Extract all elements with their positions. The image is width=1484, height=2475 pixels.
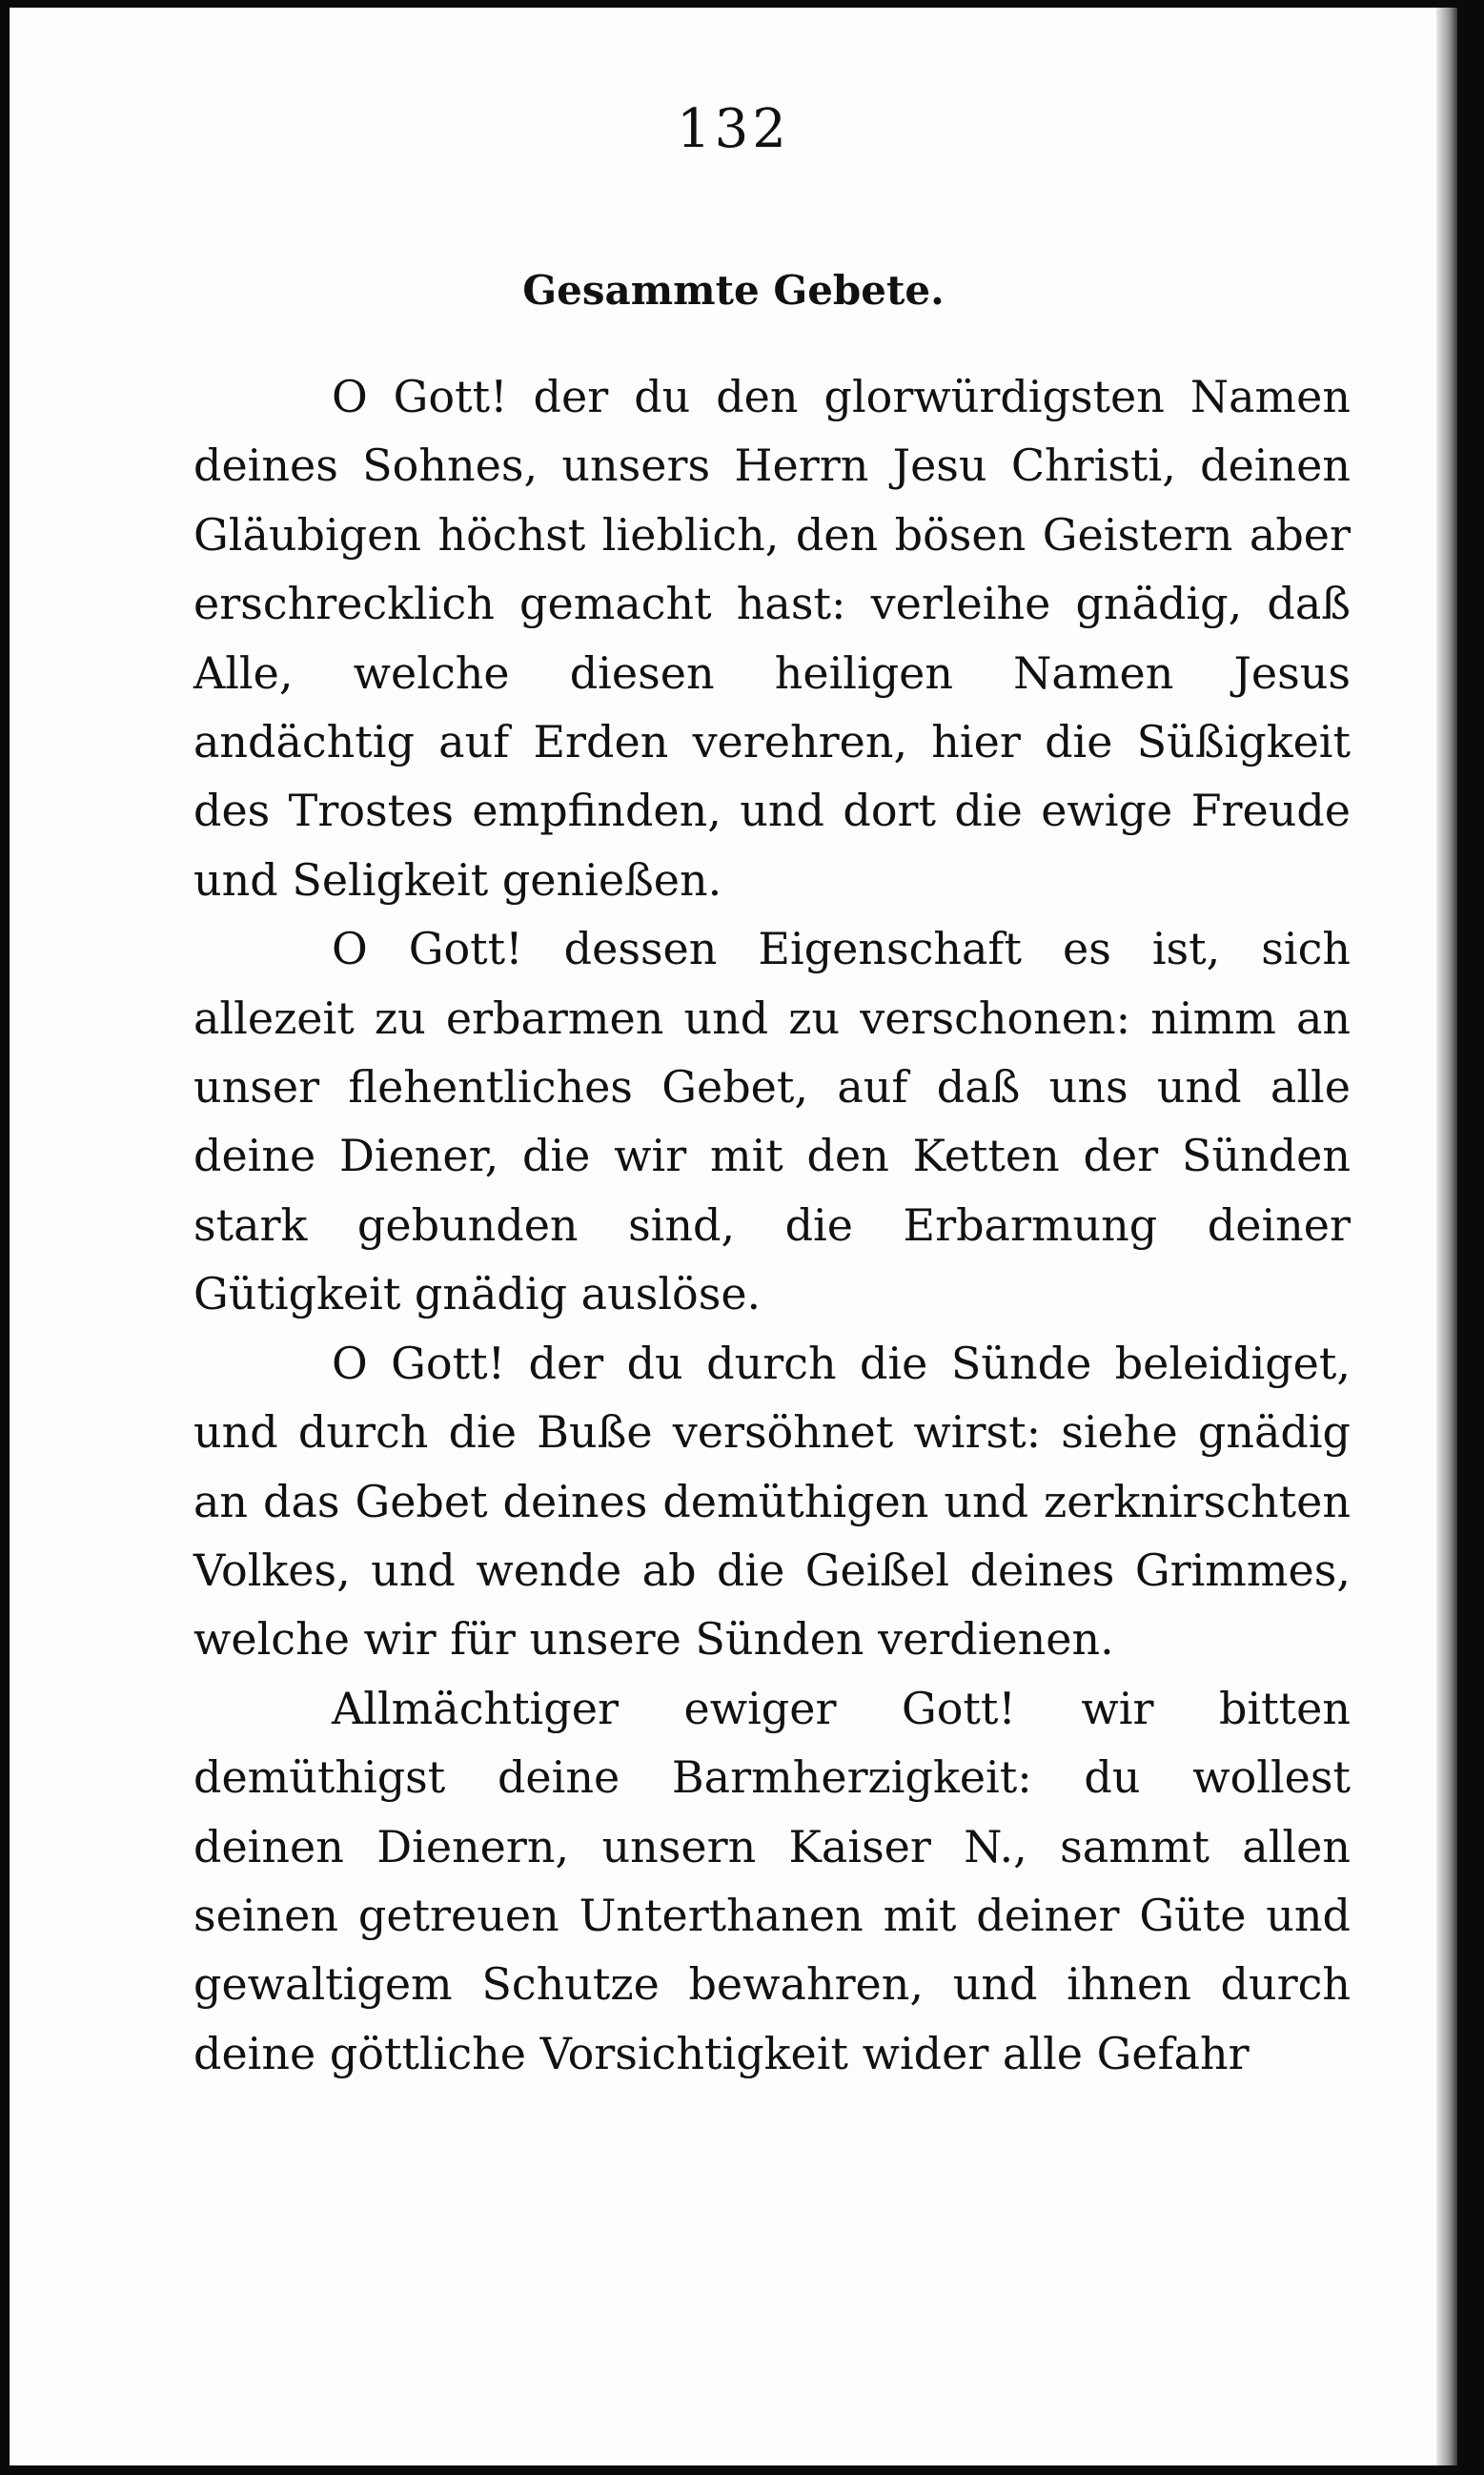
paragraph-2: O Gott! dessen Eigenschaft es ist, sich allezeit zu erbarmen und zu verschonen: nimm an unser flehentliches Gebet, auf daß uns und alle deine Diener, die wir mit den Ketten der Sünden stark gebunden sind, die Erbarmung deiner Gütigkeit gnädig auslöse. <box>193 923 1351 1320</box>
page-number: 132 <box>677 98 790 160</box>
paragraph-1: O Gott! der du den glorwürdigsten Namen deines Sohnes, unsers Herrn Jesu Christi, deinen Gläubigen höchst lieblich, den bösen Geistern aber erschrecklich gemacht hast: verleihe gnädig, daß Alle, welche diesen heiligen Namen Jesus andächtig auf Erden verehren, hier die Süßigkeit des Trostes empfinden, und dort die ewige Freude und Seligkeit genießen. <box>193 371 1351 906</box>
paragraph-3: O Gott! der du durch die Sünde beleidiget, und durch die Buße versöhnet wirst: siehe gnädig an das Gebet deines demüthigen und zerknirschten Volkes, und wende ab die Geißel deines Grimmes, welche wir für unsere Sünden verdienen. <box>193 1337 1351 1666</box>
paragraph-4: Allmächtiger ewiger Gott! wir bitten demüthigst deine Barmherzigkeit: du wollest deinen Dienern, unsern Kaiser N., sammt allen seinen getreuen Unterthanen mit deiner Güte und gewaltigem Schutze bewahren, und ihnen durch deine göttliche Vorsichtigkeit wider alle Gefahr <box>193 1682 1351 2079</box>
page-edge-shadow <box>1436 8 1457 2465</box>
section-title: Gesammte Gebete. <box>522 267 945 314</box>
body-text <box>193 362 1351 2088</box>
